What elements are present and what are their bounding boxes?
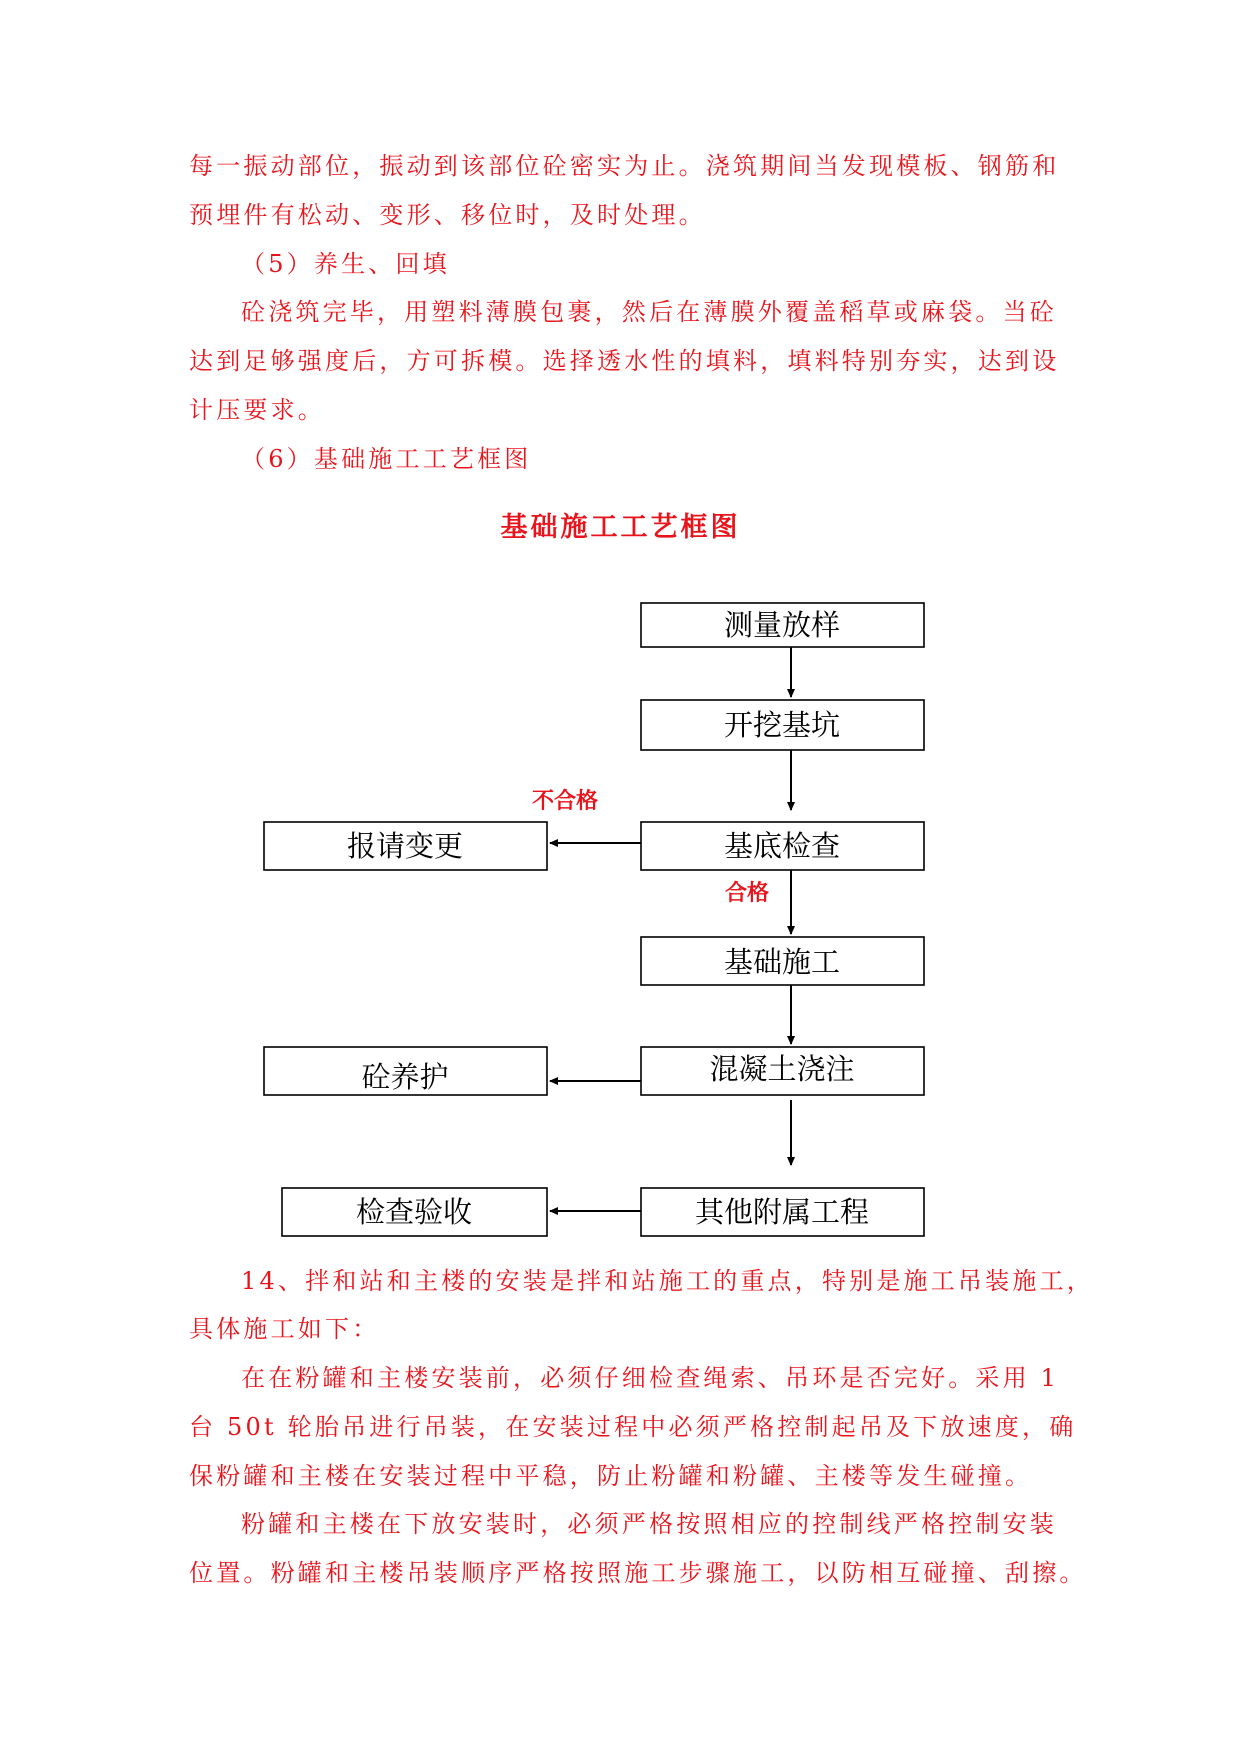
box-curing-label: 砼养护 xyxy=(361,1060,449,1094)
paragraph-line: 14、拌和站和主楼的安装是拌和站施工的重点，特别是施工吊装施工， xyxy=(241,1267,1094,1295)
paragraph-line: 位置。粉罐和主楼吊装顺序严格按照施工步骤施工，以防相互碰撞、刮擦。 xyxy=(189,1559,1087,1587)
paragraph-line: 在在粉罐和主楼安装前，必须仔细检查绳索、吊环是否完好。采用 1 xyxy=(241,1364,1060,1392)
label-fail: 不合格 xyxy=(531,789,599,814)
paragraph-line: 达到足够强度后，方可拆模。选择透水性的填料，填料特别夯实，达到设 xyxy=(189,347,1060,375)
paragraph-line: 砼浇筑完毕，用塑料薄膜包裹，然后在薄膜外覆盖稻草或麻袋。当砼 xyxy=(241,298,1057,326)
box-other-label: 其他附属工程 xyxy=(694,1195,870,1229)
box-survey-label: 测量放样 xyxy=(723,608,841,642)
diagram-title: 基础施工工艺框图 xyxy=(500,512,741,543)
paragraph-line: 粉罐和主楼在下放安装时，必须严格按照相应的控制线严格控制安装 xyxy=(241,1510,1057,1538)
paragraph-line: 每一振动部位，振动到该部位砼密实为止。浇筑期间当发现模板、钢筋和 xyxy=(189,152,1060,180)
section-heading-6: （6）基础施工工艺框图 xyxy=(241,445,532,473)
label-pass: 合格 xyxy=(724,881,770,906)
paragraph-line: 保粉罐和主楼在安装过程中平稳，防止粉罐和粉罐、主楼等发生碰撞。 xyxy=(189,1462,1033,1490)
section-heading-5: （5）养生、回填 xyxy=(241,250,450,278)
paragraph-line: 具体施工如下： xyxy=(189,1315,380,1343)
box-foundation-label: 基础施工 xyxy=(723,945,841,979)
box-pour-label: 混凝土浇注 xyxy=(709,1052,855,1086)
paragraph-line: 台 50t 轮胎吊进行吊装，在安装过程中必须严格控制起吊及下放速度，确 xyxy=(189,1413,1077,1441)
box-inspect-label: 基底检查 xyxy=(723,829,841,863)
paragraph-line: 预埋件有松动、变形、移位时，及时处理。 xyxy=(189,201,706,229)
box-excavate-label: 开挖基坑 xyxy=(723,708,841,742)
box-accept-label: 检查验收 xyxy=(355,1195,473,1229)
paragraph-line: 计压要求。 xyxy=(189,396,325,424)
box-report-label: 报请变更 xyxy=(346,829,464,863)
